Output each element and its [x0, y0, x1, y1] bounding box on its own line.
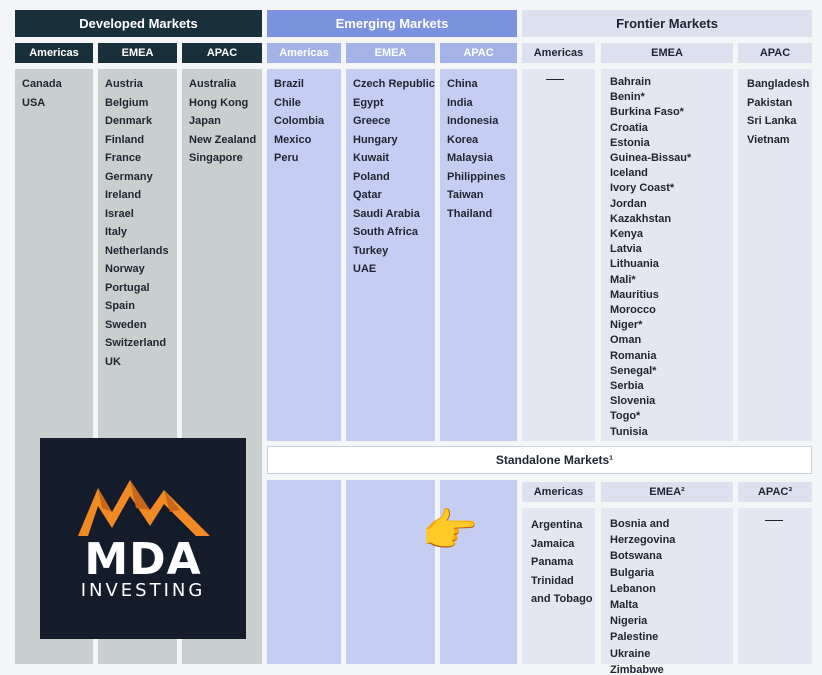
frontier-emea-subheader: EMEA — [601, 43, 733, 63]
market-item: Mauritius — [610, 288, 659, 301]
standalone-americas-column — [522, 508, 595, 664]
market-item: Trinidad and Tobago — [531, 574, 593, 605]
market-item: Benin* — [610, 91, 645, 104]
market-item: Vietnam — [747, 133, 790, 146]
market-item: Guinea-Bissau* — [610, 152, 692, 165]
emerging-emea-column — [346, 69, 435, 441]
market-item: Korea — [447, 133, 479, 146]
market-item: UK — [105, 355, 121, 368]
market-item: Croatia — [610, 121, 648, 134]
market-item: Kazakhstan — [610, 212, 672, 225]
market-item: Canada — [22, 78, 62, 90]
market-item: Brazil — [274, 78, 304, 90]
frontier-apac-subheader: APAC — [738, 43, 812, 63]
empty-dash — [765, 520, 783, 521]
market-item: Spain — [105, 300, 135, 312]
market-item: Denmark — [105, 115, 153, 127]
market-item: Bahrain — [610, 76, 651, 88]
market-item: Mexico — [274, 133, 312, 146]
market-item: Peru — [274, 152, 299, 164]
market-item: Palestine — [610, 631, 659, 644]
market-item: Qatar — [353, 189, 382, 201]
developed-apac-subheader: APAC — [182, 43, 262, 63]
frontier-americas-subheader: Americas — [522, 43, 595, 63]
emerging-americas-subheader: Americas — [267, 43, 341, 63]
empty-dash — [546, 79, 564, 80]
pointing-hand-icon: 👉 — [421, 504, 479, 556]
market-item: South Africa — [353, 226, 418, 238]
emerging-emea-subheader: EMEA — [346, 43, 435, 63]
market-item: Chile — [274, 96, 301, 109]
market-item: Latvia — [610, 243, 642, 256]
market-item: Burkina Faso* — [610, 106, 684, 119]
market-item: Argentina — [531, 519, 583, 531]
market-item: Lebanon — [610, 582, 656, 595]
market-item: Poland — [353, 170, 390, 183]
market-item: France — [105, 152, 142, 164]
market-item: New Zealand — [189, 133, 257, 146]
market-item: Netherlands — [105, 244, 169, 257]
market-item: China — [447, 78, 478, 90]
emerging-americas-column — [267, 69, 341, 441]
market-item: Niger* — [610, 319, 643, 332]
market-item: Malta — [610, 599, 639, 612]
emerging-americas-lower-column — [267, 480, 341, 664]
emerging-apac-subheader: APAC — [440, 43, 517, 63]
developed-emea-subheader: EMEA — [98, 43, 177, 63]
market-item: Lithuania — [610, 258, 659, 271]
market-item: Kuwait — [353, 152, 390, 164]
frontier-markets-header: Frontier Markets — [522, 10, 812, 37]
logo-mda-text: MDA — [84, 534, 202, 585]
market-item: Italy — [105, 226, 128, 238]
market-item: UAE — [353, 263, 377, 275]
standalone-markets-header: Standalone Markets¹ — [267, 446, 812, 474]
market-item: Indonesia — [447, 115, 499, 127]
standalone-apac-column — [738, 508, 812, 664]
market-item: Colombia — [274, 115, 325, 127]
market-item: Sweden — [105, 318, 147, 331]
market-item: Panama — [531, 556, 574, 568]
market-item: Morocco — [610, 304, 656, 317]
standalone-apac-subheader: APAC³ — [738, 482, 812, 502]
market-item: Pakistan — [747, 96, 793, 109]
market-item: Austria — [105, 78, 143, 90]
market-item: Jordan — [610, 197, 647, 210]
market-item: Taiwan — [447, 189, 484, 201]
market-item: Estonia — [610, 136, 650, 149]
market-item: Serbia — [610, 380, 644, 393]
market-item: Ireland — [105, 189, 142, 201]
standalone-americas-subheader: Americas — [522, 482, 595, 502]
market-item: Portugal — [105, 281, 150, 294]
market-item: Philippines — [447, 170, 506, 183]
logo-investing-text: INVESTING — [80, 580, 206, 601]
market-item: Tunisia — [610, 425, 648, 438]
market-item: Singapore — [189, 152, 243, 164]
market-item: Japan — [189, 115, 221, 127]
market-item: India — [447, 96, 473, 109]
market-item: Belgium — [105, 96, 149, 109]
market-item: Jamaica — [531, 537, 575, 550]
market-item: Saudi Arabia — [353, 207, 420, 220]
market-item: Slovenia — [610, 395, 656, 408]
market-item: Bulgaria — [610, 566, 655, 579]
mda-investing-logo — [40, 438, 246, 639]
market-item: Malaysia — [447, 152, 493, 164]
market-item: Romania — [610, 349, 657, 362]
market-item: USA — [22, 96, 46, 109]
market-item: Iceland — [610, 167, 648, 180]
frontier-emea-column — [601, 69, 733, 441]
market-item: Kenya — [610, 228, 644, 241]
market-item: Turkey — [353, 244, 389, 257]
frontier-apac-column — [738, 69, 812, 441]
market-item: Switzerland — [105, 337, 167, 349]
standalone-emea-subheader: EMEA² — [601, 482, 733, 502]
emerging-markets-header: Emerging Markets — [267, 10, 517, 37]
market-item: Finland — [105, 133, 145, 146]
market-item: Czech Republic — [353, 78, 435, 90]
market-item: Mali* — [610, 273, 636, 286]
market-item: Bangladesh — [747, 78, 810, 90]
market-item: Nigeria — [610, 615, 648, 628]
market-item: Oman — [610, 334, 642, 347]
market-item: Senegal* — [610, 364, 657, 377]
market-item: Egypt — [353, 96, 384, 109]
emerging-apac-column — [440, 69, 517, 441]
market-item: Hong Kong — [189, 96, 249, 109]
standalone-emea-column — [601, 508, 733, 675]
developed-markets-header: Developed Markets — [15, 10, 262, 37]
developed-americas-subheader: Americas — [15, 43, 93, 63]
market-item: Israel — [105, 207, 134, 220]
market-item: Ivory Coast* — [610, 182, 675, 195]
market-item: Ukraine — [610, 647, 651, 660]
market-item: Bosnia and Herzegovina — [610, 518, 676, 547]
market-item: Norway — [105, 263, 145, 275]
market-item: Thailand — [447, 207, 493, 220]
frontier-americas-column — [522, 69, 595, 441]
market-item: Australia — [189, 78, 237, 90]
market-item: Botswana — [610, 550, 662, 563]
market-item: Zimbabwe — [610, 663, 664, 675]
market-item: Greece — [353, 115, 391, 127]
market-item: Germany — [105, 170, 153, 183]
market-item: Togo* — [610, 410, 641, 423]
market-item: Sri Lanka — [747, 115, 797, 127]
market-item: Hungary — [353, 133, 398, 146]
